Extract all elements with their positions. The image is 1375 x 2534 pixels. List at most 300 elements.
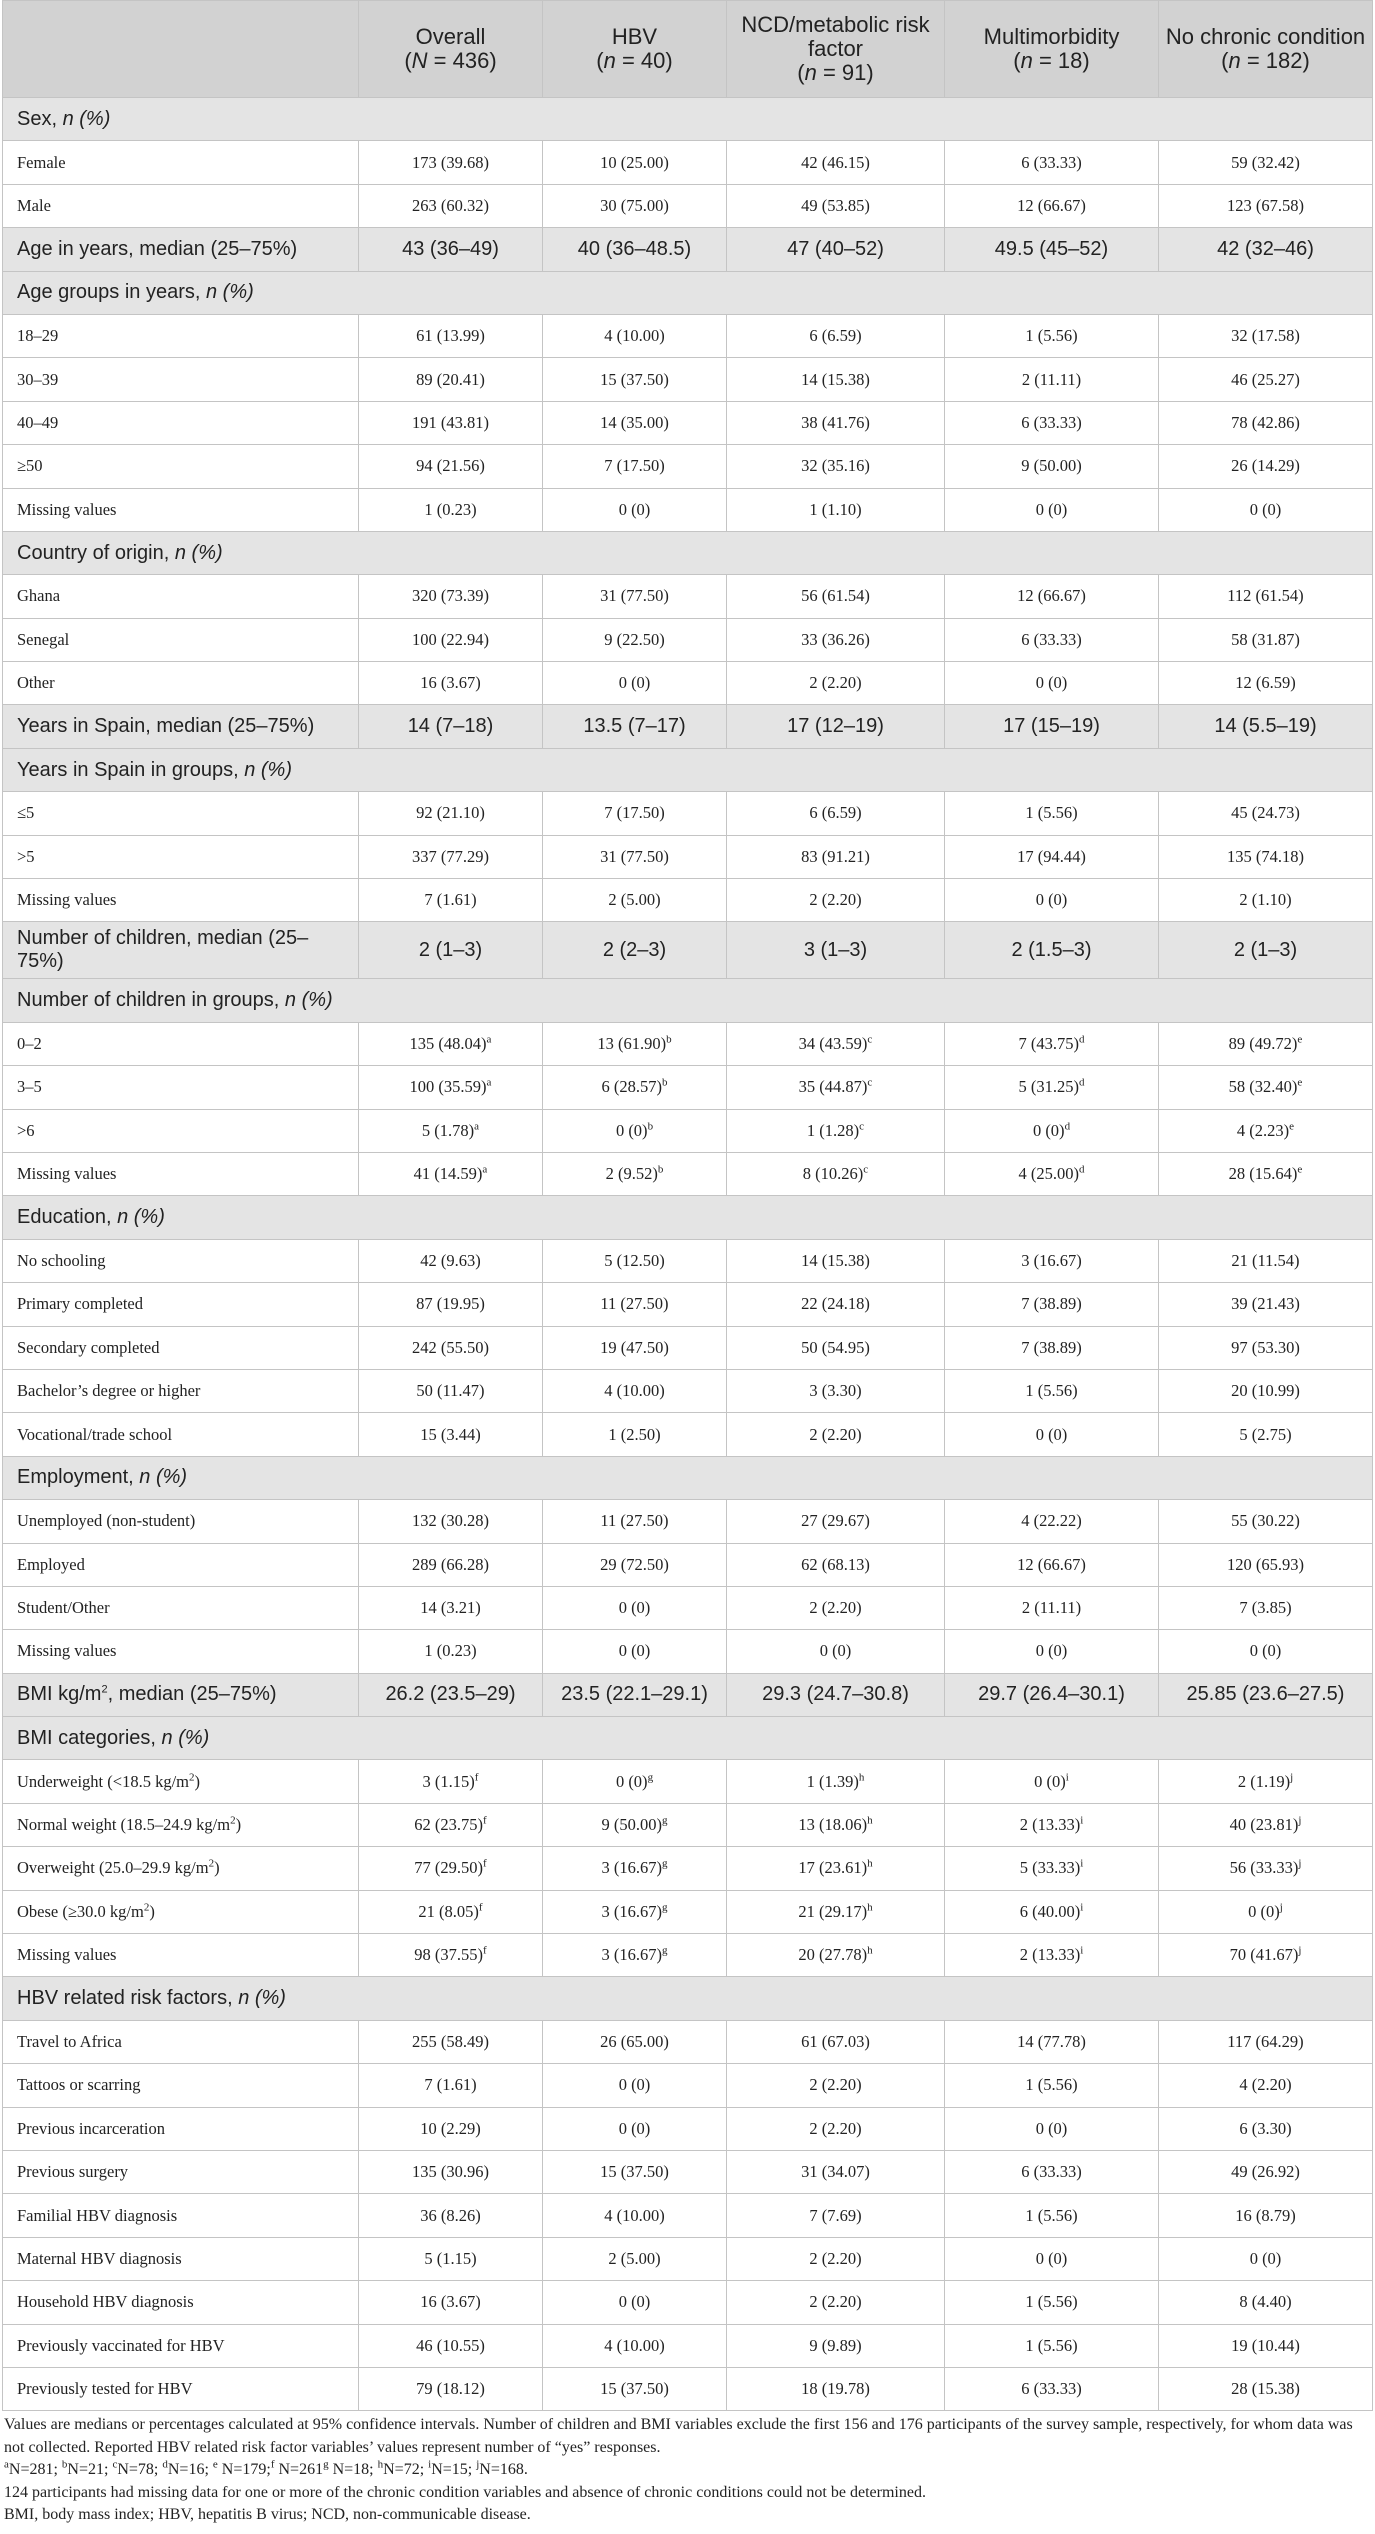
cell-value: 62 (68.13) bbox=[727, 1543, 945, 1586]
cell-value: 39 (21.43) bbox=[1159, 1283, 1373, 1326]
row-label: Normal weight (18.5–24.9 $kg/m^2$) bbox=[3, 1803, 359, 1846]
cell-value: 0 (0) bbox=[727, 1630, 945, 1673]
table-row bbox=[3, 1934, 1373, 1977]
row-label: ≥50 bbox=[3, 445, 359, 488]
cell-value: 43 (36–49) bbox=[359, 228, 543, 271]
table-row bbox=[3, 2150, 1373, 2193]
cell-value: 4 (10.00) bbox=[543, 314, 727, 357]
row-label: Previously vaccinated for HBV bbox=[3, 2324, 359, 2367]
summary-row bbox=[3, 705, 1373, 748]
cell-value: 34 $(43.59)^c$ bbox=[727, 1022, 945, 1065]
cell-value: 26 (14.29) bbox=[1159, 445, 1373, 488]
cell-value: 9 (9.89) bbox=[727, 2324, 945, 2367]
cell-value: 16 (3.67) bbox=[359, 2281, 543, 2324]
table-row bbox=[3, 2064, 1373, 2107]
row-label: Previous surgery bbox=[3, 2150, 359, 2193]
cell-value: 0 $(0)^i$ bbox=[945, 1760, 1159, 1803]
row-label: Ghana bbox=[3, 575, 359, 618]
table-row bbox=[3, 1152, 1373, 1195]
table-row bbox=[3, 1022, 1373, 1065]
cell-value: 3 (1–3) bbox=[727, 922, 945, 979]
cell-value: 28 (15.38) bbox=[1159, 2367, 1373, 2410]
cell-value: 11 (27.50) bbox=[543, 1500, 727, 1543]
table-row bbox=[3, 835, 1373, 878]
table-row bbox=[3, 314, 1373, 357]
cell-value: 7 (7.69) bbox=[727, 2194, 945, 2237]
cell-value: 12 (66.67) bbox=[945, 575, 1159, 618]
cell-value: 15 (37.50) bbox=[543, 2367, 727, 2410]
footnote-abbreviations: BMI, body mass index; HBV, hepatitis B virus; NCD, non-communicable disease. bbox=[4, 2506, 531, 2524]
cell-value: 89 $(49.72)^e$ bbox=[1159, 1022, 1373, 1065]
cell-value: 13 $(61.90)^b$ bbox=[543, 1022, 727, 1065]
table-row bbox=[3, 1543, 1373, 1586]
footnote-missing: 124 participants had missing data for one or more of the chronic condition variables and absence of chronic conditions could not be determined. bbox=[4, 2483, 926, 2501]
cell-value: 14 (15.38) bbox=[727, 1239, 945, 1282]
cell-value: 50 (11.47) bbox=[359, 1369, 543, 1412]
section-heading: Years in Spain in groups, n (%) bbox=[3, 748, 1373, 791]
section-heading: Number of children in groups, n (%) bbox=[3, 979, 1373, 1022]
cell-value: 77 $(29.50)^f$ bbox=[359, 1847, 543, 1890]
cell-value: 61 (67.03) bbox=[727, 2020, 945, 2063]
cell-value: 22 (24.18) bbox=[727, 1283, 945, 1326]
cell-value: 1 $(1.39)^h$ bbox=[727, 1760, 945, 1803]
cell-value: 3 $(1.15)^f$ bbox=[359, 1760, 543, 1803]
cell-value: 6 (33.33) bbox=[945, 401, 1159, 444]
cell-value: 2 (5.00) bbox=[543, 2237, 727, 2280]
row-label: Student/Other bbox=[3, 1586, 359, 1629]
row-label: No schooling bbox=[3, 1239, 359, 1282]
cell-value: 7 (38.89) bbox=[945, 1283, 1159, 1326]
table-row bbox=[3, 662, 1373, 705]
row-label: 3–5 bbox=[3, 1066, 359, 1109]
cell-value: 0 (0) bbox=[543, 2064, 727, 2107]
cell-value: 31 (34.07) bbox=[727, 2150, 945, 2193]
cell-value: 38 (41.76) bbox=[727, 401, 945, 444]
cell-value: 3 $(16.67)^g$ bbox=[543, 1847, 727, 1890]
table-row bbox=[3, 401, 1373, 444]
cell-value: 9 (22.50) bbox=[543, 618, 727, 661]
table-row bbox=[3, 2020, 1373, 2063]
table-row bbox=[3, 1066, 1373, 1109]
table-row bbox=[3, 184, 1373, 227]
section-heading: Employment, n (%) bbox=[3, 1456, 1373, 1499]
cell-value: 6 (33.33) bbox=[945, 618, 1159, 661]
cell-value: 2 (1.10) bbox=[1159, 879, 1373, 922]
section-heading: BMI categories, n (%) bbox=[3, 1717, 1373, 1760]
cell-value: 11 (27.50) bbox=[543, 1283, 727, 1326]
cell-value: 1 (1.10) bbox=[727, 488, 945, 531]
cell-value: 2 (2–3) bbox=[543, 922, 727, 979]
cell-value: 7 (1.61) bbox=[359, 2064, 543, 2107]
cell-value: 0 (0) bbox=[945, 1413, 1159, 1456]
table-row bbox=[3, 2367, 1373, 2410]
table-row bbox=[3, 488, 1373, 531]
summary-row bbox=[3, 922, 1373, 979]
cell-value: 89 (20.41) bbox=[359, 358, 543, 401]
cell-value: 35 $(44.87)^c$ bbox=[727, 1066, 945, 1109]
cell-value: 0 (0) bbox=[543, 2107, 727, 2150]
cell-value: 100 $(35.59)^a$ bbox=[359, 1066, 543, 1109]
cell-value: 41 $(14.59)^a$ bbox=[359, 1152, 543, 1195]
cell-value: 25.85 (23.6–27.5) bbox=[1159, 1673, 1373, 1716]
cell-value: 27 (29.67) bbox=[727, 1500, 945, 1543]
cell-value: 15 (37.50) bbox=[543, 2150, 727, 2193]
cell-value: 191 (43.81) bbox=[359, 401, 543, 444]
cell-value: 29.3 (24.7–30.8) bbox=[727, 1673, 945, 1716]
table-row bbox=[3, 618, 1373, 661]
cell-value: 2 (11.11) bbox=[945, 358, 1159, 401]
cell-value: 0 (0) bbox=[543, 2281, 727, 2324]
row-label: Female bbox=[3, 141, 359, 184]
row-label: Underweight (<18.5 $kg/m^2$) bbox=[3, 1760, 359, 1803]
cell-value: 3 (16.67) bbox=[945, 1239, 1159, 1282]
header-corner bbox=[3, 1, 359, 98]
cell-value: 14 (3.21) bbox=[359, 1586, 543, 1629]
cell-value: 17 (12–19) bbox=[727, 705, 945, 748]
cell-value: 16 (8.79) bbox=[1159, 2194, 1373, 2237]
table-row bbox=[3, 1760, 1373, 1803]
cell-value: 14 (77.78) bbox=[945, 2020, 1159, 2063]
table-row bbox=[3, 1500, 1373, 1543]
row-label: Household HBV diagnosis bbox=[3, 2281, 359, 2324]
cell-value: 1 (5.56) bbox=[945, 2281, 1159, 2324]
row-label: ≤5 bbox=[3, 792, 359, 835]
cell-value: 1 (0.23) bbox=[359, 488, 543, 531]
row-label: Missing values bbox=[3, 488, 359, 531]
cell-value: 62 $(23.75)^f$ bbox=[359, 1803, 543, 1846]
section-row bbox=[3, 748, 1373, 791]
cell-value: 32 (17.58) bbox=[1159, 314, 1373, 357]
header-overall: Overall (N = 436) bbox=[359, 1, 543, 98]
cell-value: 0 $(0)^b$ bbox=[543, 1109, 727, 1152]
section-heading: Sex, n (%) bbox=[3, 98, 1373, 141]
cell-value: 255 (58.49) bbox=[359, 2020, 543, 2063]
cell-value: 49.5 (45–52) bbox=[945, 228, 1159, 271]
cell-value: 2 (2.20) bbox=[727, 2237, 945, 2280]
table-row bbox=[3, 1369, 1373, 1412]
table-row bbox=[3, 1847, 1373, 1890]
cell-value: 6 (6.59) bbox=[727, 314, 945, 357]
cell-value: 42 (32–46) bbox=[1159, 228, 1373, 271]
cell-value: 5 $(31.25)^d$ bbox=[945, 1066, 1159, 1109]
cell-value: 49 (53.85) bbox=[727, 184, 945, 227]
cell-value: 1 (5.56) bbox=[945, 2064, 1159, 2107]
cell-value: 4 $(2.23)^e$ bbox=[1159, 1109, 1373, 1152]
cell-value: 55 (30.22) bbox=[1159, 1500, 1373, 1543]
cell-value: 56 (61.54) bbox=[727, 575, 945, 618]
cell-value: 29 (72.50) bbox=[543, 1543, 727, 1586]
cell-value: 1 (5.56) bbox=[945, 792, 1159, 835]
row-label: Missing values bbox=[3, 1152, 359, 1195]
cell-value: 42 (46.15) bbox=[727, 141, 945, 184]
cell-value: 33 (36.26) bbox=[727, 618, 945, 661]
section-heading: Age groups in years, n (%) bbox=[3, 271, 1373, 314]
cell-value: 17 $(23.61)^h$ bbox=[727, 1847, 945, 1890]
cell-value: 2 (2.20) bbox=[727, 2281, 945, 2324]
table-row bbox=[3, 358, 1373, 401]
cell-value: 21 $(8.05)^f$ bbox=[359, 1890, 543, 1933]
cell-value: 0 $(0)^j$ bbox=[1159, 1890, 1373, 1933]
cell-value: 6 (33.33) bbox=[945, 2150, 1159, 2193]
cell-value: 19 (47.50) bbox=[543, 1326, 727, 1369]
row-label: Secondary completed bbox=[3, 1326, 359, 1369]
cell-value: 2 $(13.33)^i$ bbox=[945, 1934, 1159, 1977]
cell-value: 100 (22.94) bbox=[359, 618, 543, 661]
row-label: Age in years, median (25–75%) bbox=[3, 228, 359, 271]
cell-value: 31 (77.50) bbox=[543, 575, 727, 618]
section-row bbox=[3, 1717, 1373, 1760]
cell-value: 7 (17.50) bbox=[543, 445, 727, 488]
table-row bbox=[3, 1890, 1373, 1933]
cell-value: 2 (5.00) bbox=[543, 879, 727, 922]
cell-value: 32 (35.16) bbox=[727, 445, 945, 488]
row-label: Missing values bbox=[3, 879, 359, 922]
cell-value: 59 (32.42) bbox=[1159, 141, 1373, 184]
cell-value: 20 $(27.78)^h$ bbox=[727, 1934, 945, 1977]
cell-value: 45 (24.73) bbox=[1159, 792, 1373, 835]
row-label: Vocational/trade school bbox=[3, 1413, 359, 1456]
table-row bbox=[3, 2107, 1373, 2150]
section-row bbox=[3, 1977, 1373, 2020]
cell-value: 2 (2.20) bbox=[727, 879, 945, 922]
cell-value: 0 (0) bbox=[945, 2237, 1159, 2280]
row-label: BMI $kg/m^2$, median (25–75%) bbox=[3, 1673, 359, 1716]
cell-value: 0 (0) bbox=[1159, 488, 1373, 531]
cell-value: 120 (65.93) bbox=[1159, 1543, 1373, 1586]
row-label: Number of children, median (25–75%) bbox=[3, 922, 359, 979]
cell-value: 58 (31.87) bbox=[1159, 618, 1373, 661]
cell-value: 9 (50.00) bbox=[945, 445, 1159, 488]
row-label: Other bbox=[3, 662, 359, 705]
cell-value: 2 (2.20) bbox=[727, 2064, 945, 2107]
cell-value: 5 $(1.78)^a$ bbox=[359, 1109, 543, 1152]
cell-value: 46 (25.27) bbox=[1159, 358, 1373, 401]
table-row bbox=[3, 2324, 1373, 2367]
table-row bbox=[3, 1109, 1373, 1152]
row-label: 40–49 bbox=[3, 401, 359, 444]
cell-value: 135 (30.96) bbox=[359, 2150, 543, 2193]
cell-value: 2 $(1.19)^j$ bbox=[1159, 1760, 1373, 1803]
row-label: Bachelor’s degree or higher bbox=[3, 1369, 359, 1412]
cell-value: 56 $(33.33)^j$ bbox=[1159, 1847, 1373, 1890]
cell-value: 2 (1–3) bbox=[359, 922, 543, 979]
section-heading: Country of origin, n (%) bbox=[3, 531, 1373, 574]
cell-value: 18 (19.78) bbox=[727, 2367, 945, 2410]
cell-value: 2 (1–3) bbox=[1159, 922, 1373, 979]
cell-value: 2 (2.20) bbox=[727, 662, 945, 705]
cell-value: 14 (7–18) bbox=[359, 705, 543, 748]
cell-value: 12 (66.67) bbox=[945, 184, 1159, 227]
cell-value: 0 $(0)^g$ bbox=[543, 1760, 727, 1803]
cell-value: 0 (0) bbox=[945, 662, 1159, 705]
cell-value: 0 (0) bbox=[945, 488, 1159, 531]
cell-value: 15 (3.44) bbox=[359, 1413, 543, 1456]
cell-value: 28 $(15.64)^e$ bbox=[1159, 1152, 1373, 1195]
cell-value: 1 (2.50) bbox=[543, 1413, 727, 1456]
cell-value: 3 $(16.67)^g$ bbox=[543, 1890, 727, 1933]
cell-value: 47 (40–52) bbox=[727, 228, 945, 271]
cell-value: 50 (54.95) bbox=[727, 1326, 945, 1369]
cell-value: 1 (5.56) bbox=[945, 2194, 1159, 2237]
footnote-main: Values are medians or percentages calculated at 95% confidence intervals. Number of children and BMI variables exclude the first 156 and 176 participants of the survey sample, respectively, for whom data was not collected. Reported HBV related risk factor variables’ values represent number of “yes” responses. bbox=[4, 2416, 1353, 2456]
table-row bbox=[3, 1630, 1373, 1673]
cell-value: 6 $(28.57)^b$ bbox=[543, 1066, 727, 1109]
row-label: Tattoos or scarring bbox=[3, 2064, 359, 2107]
row-label: Overweight (25.0–29.9 $kg/m^2$) bbox=[3, 1847, 359, 1890]
cell-value: 337 (77.29) bbox=[359, 835, 543, 878]
table-row bbox=[3, 1586, 1373, 1629]
cell-value: 4 $(25.00)^d$ bbox=[945, 1152, 1159, 1195]
cell-value: 26.2 (23.5–29) bbox=[359, 1673, 543, 1716]
cell-value: 0 (0) bbox=[543, 488, 727, 531]
row-label: 18–29 bbox=[3, 314, 359, 357]
section-row bbox=[3, 979, 1373, 1022]
section-heading: Education, n (%) bbox=[3, 1196, 1373, 1239]
cell-value: 17 (15–19) bbox=[945, 705, 1159, 748]
row-label: Unemployed (non-student) bbox=[3, 1500, 359, 1543]
table-row bbox=[3, 2194, 1373, 2237]
cell-value: 0 $(0)^d$ bbox=[945, 1109, 1159, 1152]
row-label: Years in Spain, median (25–75%) bbox=[3, 705, 359, 748]
cell-value: 8 $(10.26)^c$ bbox=[727, 1152, 945, 1195]
cell-value: 42 (9.63) bbox=[359, 1239, 543, 1282]
cell-value: 4 (10.00) bbox=[543, 1369, 727, 1412]
section-row bbox=[3, 271, 1373, 314]
table-row bbox=[3, 1239, 1373, 1282]
cell-value: 132 (30.28) bbox=[359, 1500, 543, 1543]
cell-value: 20 (10.99) bbox=[1159, 1369, 1373, 1412]
header-ncd: NCD/metabolic risk factor (n = 91) bbox=[727, 1, 945, 98]
row-label: Senegal bbox=[3, 618, 359, 661]
table-row bbox=[3, 792, 1373, 835]
cell-value: 6 (33.33) bbox=[945, 141, 1159, 184]
cell-value: 2 (11.11) bbox=[945, 1586, 1159, 1629]
cell-value: 6 (6.59) bbox=[727, 792, 945, 835]
row-label: Missing values bbox=[3, 1630, 359, 1673]
cell-value: 14 (5.5–19) bbox=[1159, 705, 1373, 748]
cell-value: 21 $(29.17)^h$ bbox=[727, 1890, 945, 1933]
cell-value: 40 $(23.81)^j$ bbox=[1159, 1803, 1373, 1846]
cell-value: 7 (3.85) bbox=[1159, 1586, 1373, 1629]
row-label: Employed bbox=[3, 1543, 359, 1586]
cell-value: 173 (39.68) bbox=[359, 141, 543, 184]
cell-value: 289 (66.28) bbox=[359, 1543, 543, 1586]
cell-value: 70 $(41.67)^j$ bbox=[1159, 1934, 1373, 1977]
cell-value: 2 (2.20) bbox=[727, 1413, 945, 1456]
row-label: Obese (≥30.0 $kg/m^2$) bbox=[3, 1890, 359, 1933]
table-body bbox=[3, 98, 1373, 2411]
cell-value: 30 (75.00) bbox=[543, 184, 727, 227]
table-row bbox=[3, 1283, 1373, 1326]
cell-value: 112 (61.54) bbox=[1159, 575, 1373, 618]
cell-value: 1 (0.23) bbox=[359, 1630, 543, 1673]
cell-value: 320 (73.39) bbox=[359, 575, 543, 618]
cell-value: 7 $(43.75)^d$ bbox=[945, 1022, 1159, 1065]
cell-value: 83 (91.21) bbox=[727, 835, 945, 878]
cell-value: 12 (6.59) bbox=[1159, 662, 1373, 705]
cell-value: 94 (21.56) bbox=[359, 445, 543, 488]
table-row bbox=[3, 1803, 1373, 1846]
cell-value: 7 (1.61) bbox=[359, 879, 543, 922]
row-label: Previously tested for HBV bbox=[3, 2367, 359, 2410]
row-label: Maternal HBV diagnosis bbox=[3, 2237, 359, 2280]
cell-value: 17 (94.44) bbox=[945, 835, 1159, 878]
cell-value: 49 (26.92) bbox=[1159, 2150, 1373, 2193]
cell-value: 7 (17.50) bbox=[543, 792, 727, 835]
table-row bbox=[3, 1326, 1373, 1369]
row-label: >6 bbox=[3, 1109, 359, 1152]
cell-value: 4 (2.20) bbox=[1159, 2064, 1373, 2107]
cell-value: 58 $(32.40)^e$ bbox=[1159, 1066, 1373, 1109]
footnote-sample-sizes: $^a$N=281; $^b$N=21; $^c$N=78; $^d$N=16; $^e$ N=179;$^f$ $N=261^g$ N=18; $^h$N=72; $^i$N=15; $^j$N=168. bbox=[4, 2458, 528, 2479]
cell-value: 0 (0) bbox=[945, 2107, 1159, 2150]
cell-value: 7 (38.89) bbox=[945, 1326, 1159, 1369]
cell-value: 8 (4.40) bbox=[1159, 2281, 1373, 2324]
cell-value: 6 (3.30) bbox=[1159, 2107, 1373, 2150]
cell-value: 5 (2.75) bbox=[1159, 1413, 1373, 1456]
cell-value: 0 (0) bbox=[1159, 2237, 1373, 2280]
cell-value: 1 (5.56) bbox=[945, 2324, 1159, 2367]
cell-value: 2 (1.5–3) bbox=[945, 922, 1159, 979]
cell-value: 16 (3.67) bbox=[359, 662, 543, 705]
cell-value: 26 (65.00) bbox=[543, 2020, 727, 2063]
cell-value: 123 (67.58) bbox=[1159, 184, 1373, 227]
characteristics-table bbox=[2, 0, 1373, 2411]
cell-value: 23.5 (22.1–29.1) bbox=[543, 1673, 727, 1716]
row-label: >5 bbox=[3, 835, 359, 878]
cell-value: 117 (64.29) bbox=[1159, 2020, 1373, 2063]
table-footnotes bbox=[2, 2411, 1373, 2527]
cell-value: 2 (2.20) bbox=[727, 1586, 945, 1629]
cell-value: 4 (10.00) bbox=[543, 2194, 727, 2237]
cell-value: 2 $(13.33)^i$ bbox=[945, 1803, 1159, 1846]
cell-value: 3 $(16.67)^g$ bbox=[543, 1934, 727, 1977]
cell-value: 12 (66.67) bbox=[945, 1543, 1159, 1586]
row-label: Previous incarceration bbox=[3, 2107, 359, 2150]
cell-value: 2 (2.20) bbox=[727, 2107, 945, 2150]
row-label: Familial HBV diagnosis bbox=[3, 2194, 359, 2237]
cell-value: 21 (11.54) bbox=[1159, 1239, 1373, 1282]
table-row bbox=[3, 2237, 1373, 2280]
cell-value: 9 $(50.00)^g$ bbox=[543, 1803, 727, 1846]
cell-value: 0 (0) bbox=[543, 1586, 727, 1629]
cell-value: 5 (12.50) bbox=[543, 1239, 727, 1282]
row-label: Travel to Africa bbox=[3, 2020, 359, 2063]
cell-value: 78 (42.86) bbox=[1159, 401, 1373, 444]
cell-value: 40 (36–48.5) bbox=[543, 228, 727, 271]
cell-value: 3 (3.30) bbox=[727, 1369, 945, 1412]
cell-value: 92 (21.10) bbox=[359, 792, 543, 835]
cell-value: 0 (0) bbox=[543, 662, 727, 705]
cell-value: 13.5 (7–17) bbox=[543, 705, 727, 748]
table-row bbox=[3, 1413, 1373, 1456]
cell-value: 14 (15.38) bbox=[727, 358, 945, 401]
summary-row bbox=[3, 1673, 1373, 1716]
table-row bbox=[3, 141, 1373, 184]
cell-value: 10 (25.00) bbox=[543, 141, 727, 184]
row-label: 30–39 bbox=[3, 358, 359, 401]
header-hbv: HBV (n = 40) bbox=[543, 1, 727, 98]
table-row bbox=[3, 2281, 1373, 2324]
cell-value: 97 (53.30) bbox=[1159, 1326, 1373, 1369]
cell-value: 15 (37.50) bbox=[543, 358, 727, 401]
cell-value: 135 $(48.04)^a$ bbox=[359, 1022, 543, 1065]
table-row bbox=[3, 445, 1373, 488]
cell-value: 6 (33.33) bbox=[945, 2367, 1159, 2410]
table-row bbox=[3, 879, 1373, 922]
section-row bbox=[3, 1196, 1373, 1239]
cell-value: 4 (10.00) bbox=[543, 2324, 727, 2367]
